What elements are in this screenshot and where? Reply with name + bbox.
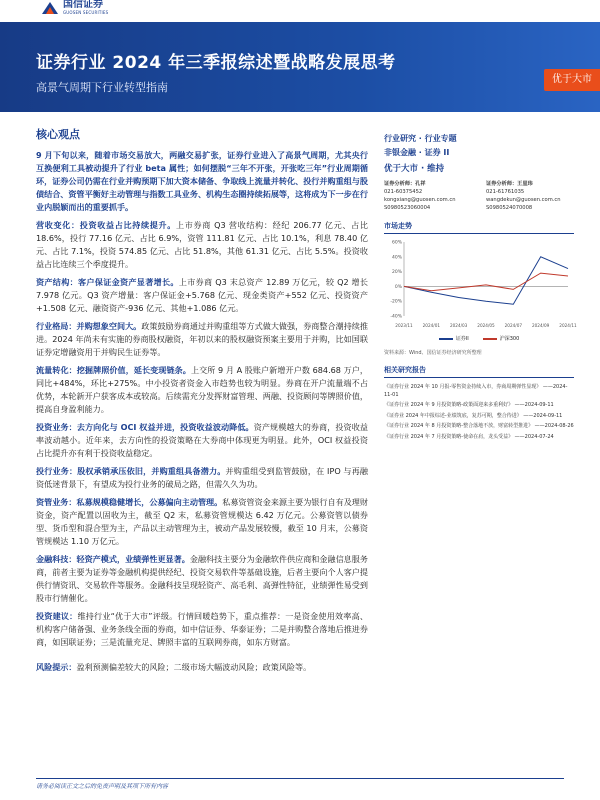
analyst-title: 证券分析师：孔祥 — [384, 181, 426, 187]
viewpoint-lead: 流量转化：挖掘牌照价值，延长变现链条。 — [36, 365, 191, 375]
related-report-item[interactable]: 《证券业 2024 年中报综述-业绩筑底，复苏可期，整合待进》 ——2024-09-11 — [384, 412, 563, 419]
related-report-list — [384, 384, 574, 441]
legend-label: 沪深300 — [499, 336, 520, 342]
y-tick-label: -20% — [390, 299, 402, 305]
viewpoint-list — [36, 219, 368, 649]
series-line — [404, 257, 568, 304]
viewpoint-paragraph — [36, 610, 368, 649]
footer-divider — [36, 778, 564, 779]
chart-source: 资料来源：Wind、国信证券经济研究所整理 — [384, 350, 482, 356]
viewpoint-text: 金融科技主要分为金融软件供应商和金融信息服务商，前者主要为证券等金融机构提供经纪、投资交易软件等基础设施，后者主要向个人客户提供行情资讯、交易软件等服务。金融科技呈现轻资产、高毛利、高弹性特征，业绩弹性易受到股市行情催化。 — [36, 554, 368, 603]
analyst-cert: S0980523060004 — [384, 205, 431, 211]
related-report-item[interactable]: 《证券行业 2024 年 8 月投资策略-整合落地不放，财富转型推进》 ——2024-08-26 — [384, 423, 574, 429]
viewpoint-text: 上交所 9 月 A 股账户新增开户数 684.68 万户，同比+484%，环比+275%。中小投资者资金入市趋势也较为明显。券商在开户流量端不占优势，本轮新开户获客成本或较高。后续需充分发挥财富管理、两融、投资顾问等牌照价值，提高自身盈利能力。 — [36, 365, 368, 414]
legend-label: 证券II — [455, 336, 469, 342]
viewpoint-lead: 投资建议： — [36, 611, 78, 621]
viewpoint-text: 资产规模越大的券商，投资收益率波动越小。近年来，去方向性的投资策略在大券商中体现更为明显。此外，OCI 权益投资占比提升亦有利于投资收益稳定。 — [36, 422, 368, 458]
legend-swatch — [483, 338, 497, 340]
viewpoint-paragraph — [36, 219, 368, 271]
viewpoint-lead: 资管业务：私募规模稳健增长，公募偏向主动管理。 — [36, 497, 223, 507]
viewpoint-paragraph — [36, 364, 368, 416]
related-report-item[interactable]: 《证券行业 2024 年 9 月投资策略-政策面迎来多重利好》 ——2024-09-11 — [384, 402, 554, 408]
viewpoint-lead: 投行业务：股权承销承压依旧，并购重组具备潜力。 — [36, 466, 226, 476]
viewpoint-paragraph — [36, 553, 368, 605]
brand-name: 国信证券 — [63, 0, 103, 10]
analyst-card — [384, 180, 472, 212]
viewpoint-lead: 营收变化：投资收益占比持续提升。 — [36, 220, 176, 230]
viewpoint-text: 上市券商 Q3 末总资产 12.89 万亿元，较 Q2 增长 7.978 亿元。Q3 资产增量：客户保证金+5.768 亿元、现金类资产+552 亿元、投资资产+1.508 亿元、融资资产-936 亿元、其他+1.086 亿元。 — [36, 277, 368, 313]
analyst-phone: 021-61761035 — [486, 189, 525, 195]
intro-paragraph: 9 月下旬以来，随着市场交易放大，两融交易扩张，证券行业进入了高景气周期，尤其央行互换便利工具被动提升了行业 beta 属性；如何摆脱“三年不开张，开张吃三年”行业周期循环，证券公司仍需在行业并购预期下加大资本储备、争取线上流量并转化、投行并购重组与股债结合、资管平衡好主动管理与指数工具业务、机构生态圈持续拓展等，这将成为下一步在行业内脱颖而出的重要抓手。 — [36, 150, 368, 212]
analyst-email: kongxiang@guosen.com.cn — [384, 197, 456, 203]
viewpoint-text: 政策鼓励券商通过并购重组等方式做大做强，券商整合潮持续推进。2024 年尚未有实施的券商股权融资，年初以来的股权融资预案主要用于并购，比如国联证券定增融资用于并购民生证券等。 — [36, 321, 368, 357]
viewpoint-text: 维持行业“优于大市”评级。行情回暖趋势下，重点推荐：一是资金使用效率高、机构客户储备强、业务条线全面的券商，如中信证券、华泰证券；二是并购整合落地后推进券商，如国联证券；三是流量充足、牌照丰富的互联网券商，如东方财富。 — [36, 611, 368, 647]
analyst-title: 证券分析师：王星玮 — [486, 181, 533, 187]
viewpoint-paragraph — [36, 465, 368, 491]
viewpoint-lead: 投资业务：去方向化与 OCI 权益并进，投资收益波动降低。 — [36, 422, 254, 432]
report-category: 行业研究 · 行业专题 — [384, 134, 457, 143]
y-tick-label: 20% — [391, 270, 402, 276]
x-tick-label: 2024/05 — [477, 323, 495, 328]
chart-legend — [384, 335, 574, 342]
report-title: 证券行业 2024 年三季报综述暨战略发展思考 — [36, 53, 396, 73]
core-views — [36, 126, 368, 679]
sidebar — [384, 132, 577, 444]
related-reports-title: 相关研究报告 — [384, 365, 574, 378]
x-tick-label: 2023/11 — [395, 323, 413, 328]
series-line — [404, 273, 568, 291]
market-trend-chart — [384, 238, 577, 344]
brand-logo-icon — [42, 2, 58, 14]
report-sector: 非银金融 · 证券 II — [384, 148, 450, 157]
x-tick-label: 2024/09 — [531, 323, 550, 328]
analyst-email: wangdekun@guosen.com.cn — [486, 197, 561, 203]
report-subtitle: 高景气周期下行业转型指南 — [36, 81, 168, 94]
brand-logo — [42, 0, 108, 15]
viewpoint-paragraph — [36, 320, 368, 359]
viewpoint-lead: 行业格局：并购想象空间大。 — [36, 321, 142, 331]
viewpoint-paragraph — [36, 276, 368, 315]
x-tick-label: 2024/03 — [449, 323, 468, 328]
legend-swatch — [439, 338, 453, 340]
y-tick-label: 60% — [391, 240, 402, 246]
risk-lead: 风险提示： — [36, 662, 77, 672]
brand-name-en: GUOSEN SECURITIES — [63, 10, 109, 15]
x-tick-label: 2024/11 — [559, 323, 577, 328]
rating-badge: 优于大市 — [544, 69, 600, 91]
viewpoint-paragraph — [36, 421, 368, 460]
related-report-item[interactable]: 《证券行业 2024 年 10 月报-零售资金持续入市，券商周期弹性显现》 ——2024-11-01 — [384, 384, 568, 398]
footer-disclaimer: 请务必阅读正文之后的免责声明及其项下所有内容 — [36, 783, 169, 790]
legend-item — [439, 335, 469, 342]
trend-chart-svg — [384, 238, 577, 330]
industry-rating: 优于大市 · 维持 — [384, 164, 445, 174]
analyst-phone: 021-60375452 — [384, 189, 423, 195]
risk-text: 盈利预测偏差较大的风险；二级市场大幅波动风险；政策风险等。 — [76, 662, 312, 672]
viewpoint-paragraph — [36, 496, 368, 548]
viewpoint-text: 私募资管资金来源主要为银行自有及理财资金，资产配置以固收为主，截至 Q2 末，私募资管规模达 6.42 万亿元。公募资管以债券型、货币型和混合型为主，产品以主动管理为主，被动产品发展较慢，截至 10 月末，公募资管规模达 1.10 万亿元。 — [36, 497, 368, 546]
analyst-list — [384, 180, 574, 212]
y-tick-label: -40% — [390, 314, 402, 320]
analyst-cert: S0980524070008 — [486, 205, 533, 211]
top-bar — [0, 0, 600, 22]
y-tick-label: 40% — [391, 255, 402, 261]
y-tick-label: 0% — [394, 284, 402, 290]
viewpoint-text: 上市券商 Q3 营收结构：经纪 206.77 亿元、占比 18.6%，投行 77.16 亿元、占比 6.9%，资管 111.81 亿元、占比 10.1%，利息 78.40 亿元、占比 7.1%，投资 574.85 亿元、占比 51.8%，其他 61.31 亿元、占比 5.5%。投资收益占比连续三个季度提升。 — [36, 220, 368, 269]
analyst-card — [486, 180, 574, 212]
viewpoint-lead: 金融科技：轻资产模式，业绩弹性更显著。 — [36, 554, 190, 564]
x-tick-label: 2024/07 — [504, 323, 523, 328]
risk-paragraph — [36, 661, 368, 674]
related-report-item[interactable]: 《证券行业 2024 年 7 月投资策略-使命在肩，龙头受益》 ——2024-07-24 — [384, 433, 554, 440]
market-trend-title: 市场走势 — [384, 221, 574, 234]
viewpoint-lead: 资产结构：客户保证金资产显著增长。 — [36, 277, 179, 287]
title-banner — [0, 22, 600, 112]
x-tick-label: 2024/01 — [422, 323, 441, 328]
legend-item — [483, 335, 520, 342]
viewpoint-text: 并购重组受到监管鼓励，在 IPO 与再融资低迷背景下，有望成为投行业务的破局之路，但需久久为功。 — [36, 466, 368, 489]
section-title: 核心观点 — [36, 128, 80, 141]
